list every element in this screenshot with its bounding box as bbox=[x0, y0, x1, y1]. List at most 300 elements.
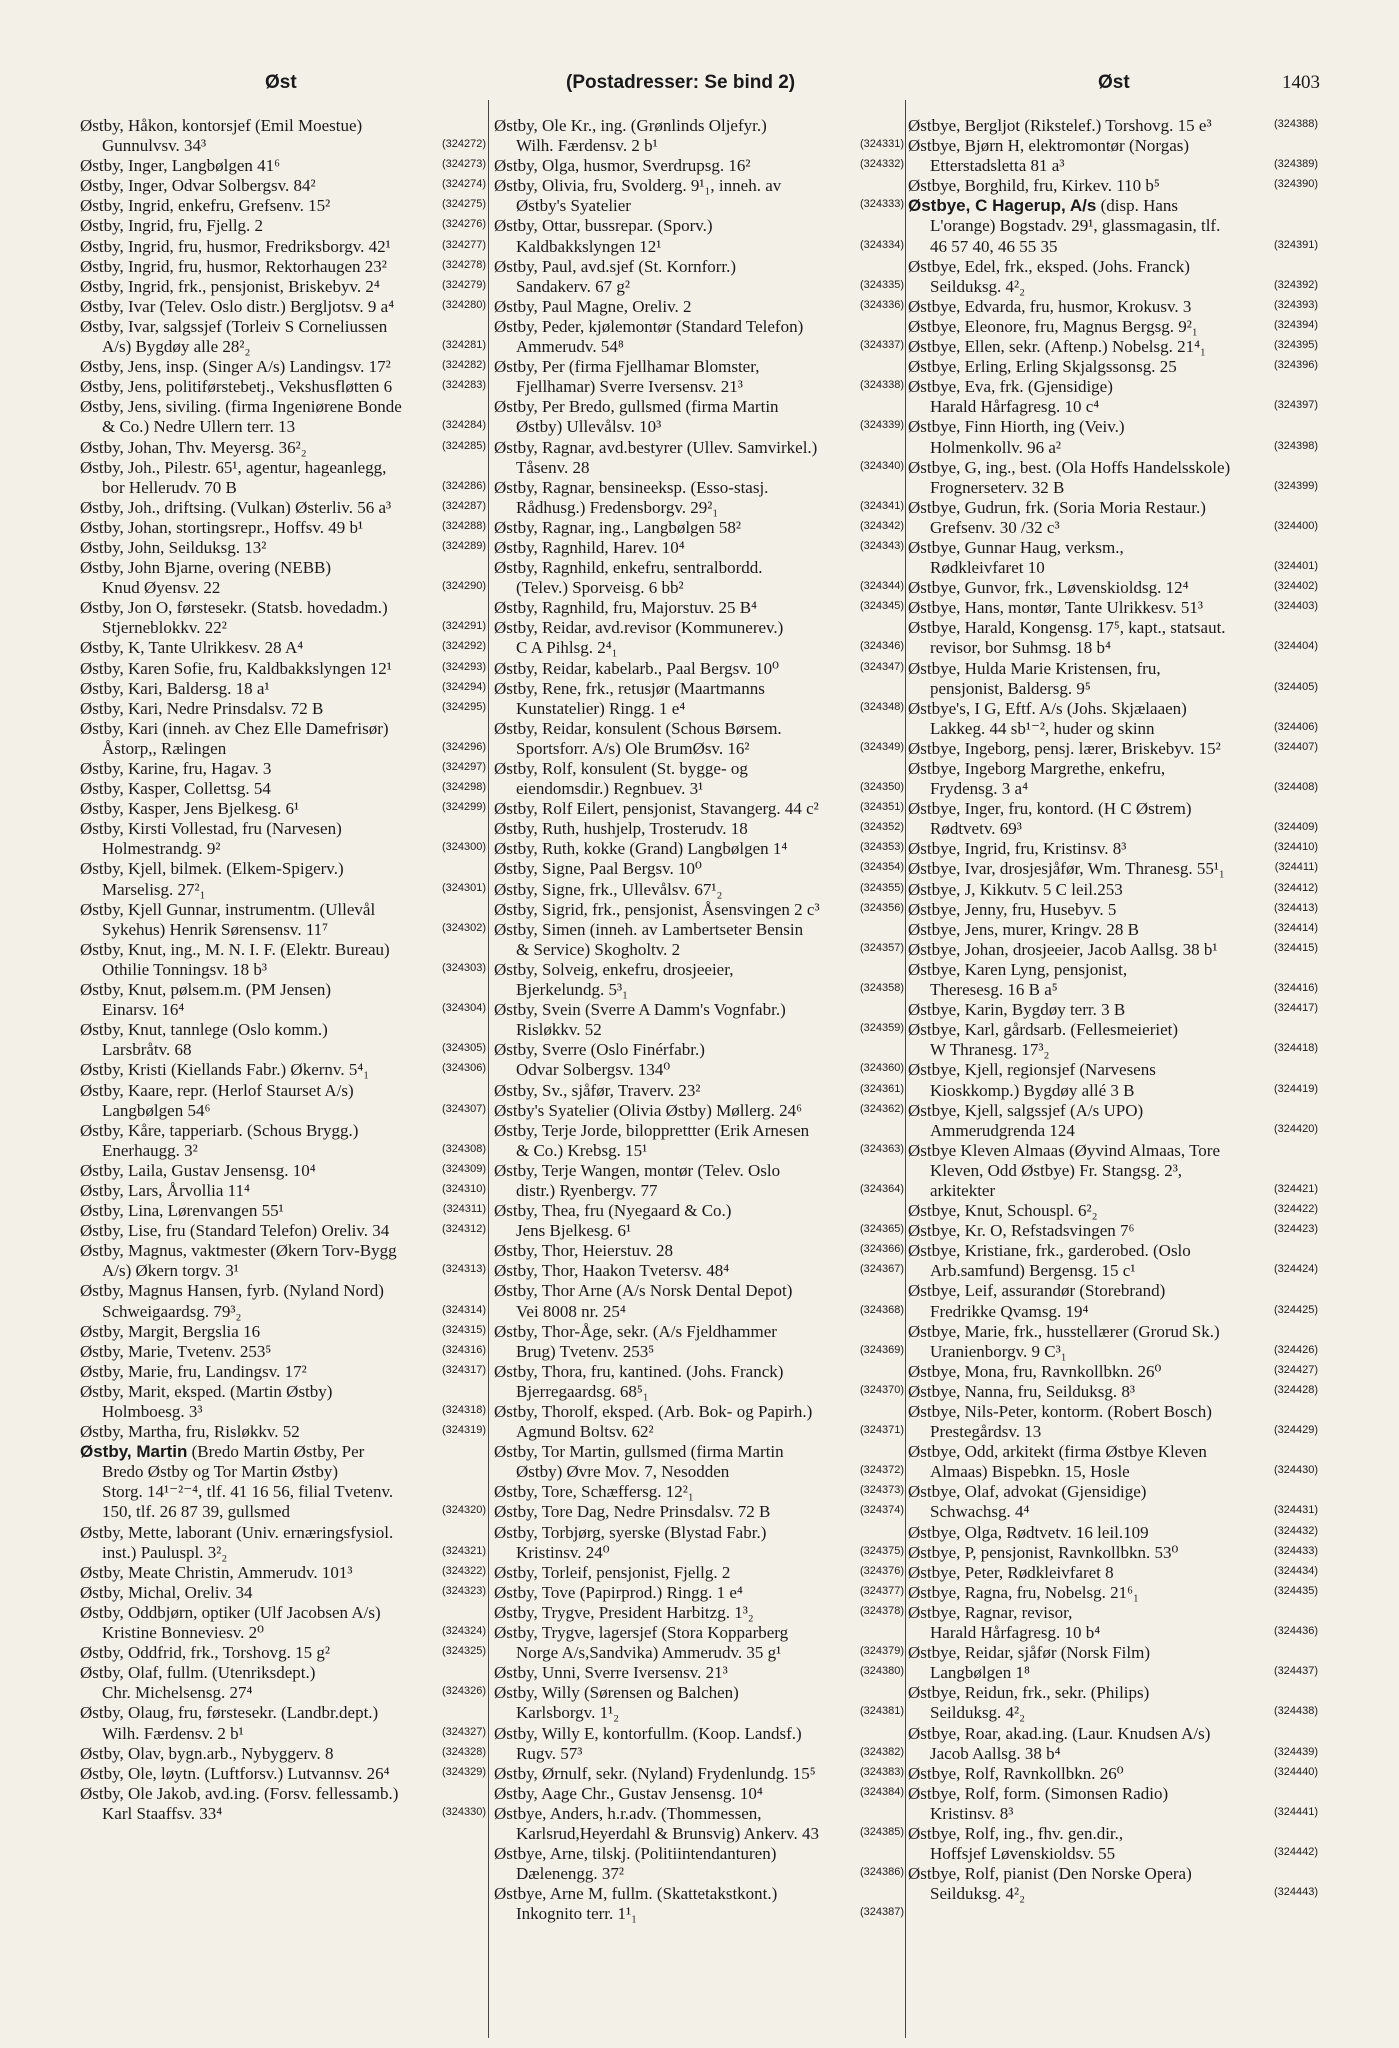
entry-line: Østby, Reidar, kabelarb., Paal Bergsv. 10⁰ bbox=[494, 658, 779, 678]
entry-line: (Telev.) Sporveisg. 6 bb² bbox=[516, 578, 684, 598]
entry-number: (324281) bbox=[441, 339, 486, 352]
directory-entry bbox=[80, 1663, 486, 1703]
entry-line: Østbye, Mona, fru, Ravnkollbkn. 26⁰ bbox=[908, 1361, 1162, 1381]
entry-number: (324407) bbox=[1273, 740, 1318, 753]
directory-entry bbox=[494, 759, 904, 799]
directory-entry bbox=[908, 900, 1318, 920]
entry-number: (324381) bbox=[859, 1705, 904, 1718]
entry-number: (324294) bbox=[441, 680, 486, 693]
entry-line: Østby, Ruth, hushjelp, Trosterudv. 18 bbox=[494, 819, 748, 839]
directory-entry bbox=[80, 1362, 486, 1382]
directory-entry bbox=[908, 116, 1318, 136]
entry-line: Østbye, Odd, arkitekt (firma Østbye Kleven bbox=[908, 1442, 1207, 1462]
entry-line: Norge A/s,Sandvika) Ammerudv. 35 g¹ bbox=[516, 1643, 782, 1663]
directory-entry bbox=[908, 1643, 1318, 1683]
entry-line: Jens Bjelkesg. 6¹ bbox=[516, 1221, 632, 1241]
entry-number: (324322) bbox=[441, 1564, 486, 1577]
entry-number: (324372) bbox=[859, 1464, 904, 1477]
directory-entry bbox=[80, 699, 486, 719]
entry-number: (324368) bbox=[859, 1303, 904, 1316]
directory-entry bbox=[80, 1764, 486, 1784]
entry-number: (324352) bbox=[859, 821, 904, 834]
entry-number: (324340) bbox=[859, 459, 904, 472]
entry-number: (324323) bbox=[441, 1584, 486, 1597]
directory-entry bbox=[80, 719, 486, 759]
entry-number: (324291) bbox=[441, 620, 486, 633]
entry-line: Østby, Simen (inneh. av Lambertseter Bensin bbox=[494, 919, 804, 939]
entry-number: (324412) bbox=[1273, 881, 1318, 894]
entry-number: (324404) bbox=[1273, 640, 1318, 653]
directory-entry bbox=[908, 136, 1318, 176]
directory-entry bbox=[494, 257, 904, 297]
entry-line: Bredo Østby og Tor Martin Østby) bbox=[102, 1462, 339, 1482]
entry-number: (324375) bbox=[859, 1544, 904, 1557]
directory-entry bbox=[908, 1523, 1318, 1543]
entry-line: Østbye, Nanna, fru, Seilduksg. 8³ bbox=[908, 1381, 1136, 1401]
entry-line: Harald Hårfagresg. 10 b⁴ bbox=[930, 1623, 1101, 1643]
entry-number: (324408) bbox=[1273, 781, 1318, 794]
entry-line: Østby, Olaf, fullm. (Utenriksdept.) bbox=[80, 1663, 316, 1683]
directory-entry bbox=[80, 317, 486, 357]
entry-line: Østby, Joh., Pilestr. 65¹, agentur, hageanlegg, bbox=[80, 457, 387, 477]
entry-line: Østby, Torleif, pensjonist, Fjellg. 2 bbox=[494, 1562, 731, 1582]
directory-entry bbox=[908, 1442, 1318, 1482]
entry-number: (324362) bbox=[859, 1102, 904, 1115]
directory-entry bbox=[908, 1221, 1318, 1241]
entry-line: Østbye, J, Kikkutv. 5 C leil.253 bbox=[908, 879, 1123, 899]
directory-entry bbox=[80, 819, 486, 859]
entry-line: Fjellhamar) Sverre Iversensv. 21³ bbox=[516, 377, 743, 397]
directory-entry bbox=[908, 1241, 1318, 1281]
directory-entry bbox=[80, 1442, 486, 1522]
directory-entry bbox=[908, 1281, 1318, 1321]
entry-number: (324319) bbox=[441, 1424, 486, 1437]
entry-line: Østby, Knut, ing., M. N. I. F. (Elektr. Bureau) bbox=[80, 939, 390, 959]
entry-line: Østby, Karen Sofie, fru, Kaldbakkslyngen 12¹ bbox=[80, 658, 392, 678]
directory-entry bbox=[80, 357, 486, 377]
entry-number: (324355) bbox=[859, 881, 904, 894]
entry-line: Østbye, Rolf, ing., fhv. gen.dir., bbox=[908, 1823, 1124, 1843]
entry-line: Østbye, Karl, gårdsarb. (Fellesmeieriet) bbox=[908, 1020, 1179, 1040]
directory-entry bbox=[80, 799, 486, 819]
entry-line: Østbye Kleven Almaas (Øyvind Almaas, Tore bbox=[908, 1140, 1220, 1160]
entry-line: distr.) Ryenbergv. 77 bbox=[516, 1180, 658, 1200]
directory-entry bbox=[494, 1683, 904, 1723]
entry-number: (324314) bbox=[441, 1303, 486, 1316]
entry-number: (324296) bbox=[441, 740, 486, 753]
entry-line: Jacob Aallsg. 38 b⁴ bbox=[930, 1743, 1061, 1763]
entry-number: (324431) bbox=[1273, 1504, 1318, 1517]
entry-number: (324321) bbox=[441, 1544, 486, 1557]
entry-line: Rådhusg.) Fredensborgv. 29²₁ bbox=[516, 497, 719, 517]
entry-line: Langbølgen 1⁸ bbox=[930, 1663, 1030, 1683]
directory-entry bbox=[494, 1040, 904, 1080]
entry-number: (324299) bbox=[441, 801, 486, 814]
directory-entry bbox=[908, 1482, 1318, 1522]
entry-number: (324358) bbox=[859, 982, 904, 995]
entry-line: Grefsenv. 30 /32 c³ bbox=[930, 517, 1060, 537]
directory-entry bbox=[80, 759, 486, 779]
entry-line: Østby, Rolf, konsulent (St. bygge- og bbox=[494, 759, 748, 778]
entry-line: Østby, Tore Dag, Nedre Prinsdalsv. 72 B bbox=[494, 1502, 771, 1522]
directory-entry bbox=[80, 277, 486, 297]
directory-entry bbox=[494, 156, 904, 176]
directory-entry bbox=[494, 1322, 904, 1362]
entry-line: Østby, Kari (inneh. av Chez Elle Damefrisør) bbox=[80, 718, 389, 738]
entry-number: (324354) bbox=[859, 861, 904, 874]
column-divider bbox=[905, 100, 906, 2038]
entry-line: Østby's Syatelier (Olivia Østby) Møllerg. 24⁶ bbox=[494, 1100, 803, 1120]
entry-line: Østby, Ragnar, bensineeksp. (Esso-stasj. bbox=[494, 477, 769, 497]
entry-number: (324278) bbox=[441, 258, 486, 271]
entry-line: Østbye, P, pensjonist, Ravnkollbkn. 53⁰ bbox=[908, 1542, 1179, 1562]
entry-line: Østbye, Edvarda, fru, husmor, Krokusv. 3 bbox=[908, 296, 1192, 316]
directory-entry bbox=[80, 458, 486, 498]
entry-number: (324312) bbox=[441, 1223, 486, 1236]
directory-entry bbox=[908, 1543, 1318, 1563]
entry-line: Østbye, Olga, Rødtvetv. 16 leil.109 bbox=[908, 1522, 1149, 1542]
entry-number: (324414) bbox=[1273, 921, 1318, 934]
directory-entry bbox=[80, 1221, 486, 1241]
entry-line: Østbye, Rolf, Ravnkollbkn. 26⁰ bbox=[908, 1763, 1124, 1783]
directory-entry bbox=[80, 558, 486, 598]
directory-entry bbox=[494, 317, 904, 357]
directory-entry bbox=[908, 1101, 1318, 1141]
entry-line: Østby, Jens, siviling. (firma Ingeniørene Bonde bbox=[80, 397, 402, 417]
page-number: 1403 bbox=[1282, 72, 1320, 93]
entry-number: (324329) bbox=[441, 1765, 486, 1778]
entry-line: Østby, Inger, Odvar Solbergsv. 84² bbox=[80, 176, 316, 196]
entry-line: Østbye, Leif, assurandør (Storebrand) bbox=[908, 1281, 1166, 1301]
entry-number: (324284) bbox=[441, 419, 486, 432]
entry-line: Østby, Jon O, førstesekr. (Statsb. hovedadm.) bbox=[80, 598, 388, 618]
entry-line: Østby, Tor Martin, gullsmed (firma Martin bbox=[494, 1442, 784, 1462]
entry-number: (324442) bbox=[1273, 1846, 1318, 1859]
entry-line: Østby, Trygve, lagersjef (Stora Kopparberg bbox=[494, 1623, 789, 1643]
entry-number: (324391) bbox=[1273, 238, 1318, 251]
directory-entry bbox=[908, 498, 1318, 538]
entry-line: Almaas) Bispebkn. 15, Hosle bbox=[930, 1462, 1130, 1482]
entry-line: Holmenkollv. 96 a² bbox=[930, 437, 1062, 457]
entry-number: (324385) bbox=[859, 1825, 904, 1838]
directory-entry bbox=[908, 357, 1318, 377]
directory-entry bbox=[908, 458, 1318, 498]
entry-line: Østbye, Reidun, frk., sekr. (Philips) bbox=[908, 1683, 1150, 1703]
entry-line: Østby, Ragnar, avd.bestyrer (Ullev. Samvirkel.) bbox=[494, 437, 818, 457]
entry-line: Østbye, Jens, murer, Kringv. 28 B bbox=[908, 919, 1139, 939]
directory-entry bbox=[494, 1261, 904, 1281]
entry-line: Østbye, Peter, Rødkleivfaret 8 bbox=[908, 1562, 1114, 1582]
entry-number: (324276) bbox=[441, 218, 486, 231]
entry-number: (324405) bbox=[1273, 680, 1318, 693]
entry-number: (324425) bbox=[1273, 1303, 1318, 1316]
entry-line: Østby, Peder, kjølemontør (Standard Telefon) bbox=[494, 316, 804, 336]
entry-line: Chr. Michelsensg. 27⁴ bbox=[102, 1683, 253, 1703]
entry-line: Østbye's, I G, Eftf. A/s (Johs. Skjælaaen) bbox=[908, 698, 1187, 718]
directory-entry bbox=[80, 1121, 486, 1161]
entry-line: 150, tlf. 26 87 39, gullsmed bbox=[102, 1502, 290, 1522]
entry-number: (324274) bbox=[441, 178, 486, 191]
directory-entry bbox=[494, 1563, 904, 1583]
entry-number: (324305) bbox=[441, 1042, 486, 1055]
entry-number: (324309) bbox=[441, 1162, 486, 1175]
directory-entry bbox=[494, 719, 904, 759]
entry-line: Østby, Mette, laborant (Univ. ernæringsfysiol. bbox=[80, 1522, 394, 1542]
entry-number: (324411) bbox=[1274, 861, 1318, 874]
entry-line: Østby, Kjell Gunnar, instrumentm. (Ullevål bbox=[80, 899, 376, 919]
entry-line: Østby, Inger, Langbølgen 41⁶ bbox=[80, 156, 281, 176]
entry-line: Østby, Olga, husmor, Sverdrupsg. 16² bbox=[494, 156, 751, 176]
entry-line: Tåsenv. 28 bbox=[516, 457, 590, 477]
entry-line: Østby, Lars, Årvollia 11⁴ bbox=[80, 1180, 250, 1200]
entry-line: Østby, Terje Jorde, bilopprettter (Erik Arnesen bbox=[494, 1120, 810, 1140]
entry-number: (324429) bbox=[1273, 1424, 1318, 1437]
entry-number: (324433) bbox=[1273, 1544, 1318, 1557]
directory-entry bbox=[80, 216, 486, 236]
entry-line: Østby, Aage Chr., Gustav Jensensg. 10⁴ bbox=[494, 1783, 763, 1803]
entry-line: Rødkleivfaret 10 bbox=[930, 558, 1045, 578]
entry-number: (324421) bbox=[1273, 1182, 1318, 1195]
entry-number: (324328) bbox=[441, 1745, 486, 1758]
entry-number: (324313) bbox=[441, 1263, 486, 1276]
entry-line: Østby, Willy E, kontorfullm. (Koop. Landsf.) bbox=[494, 1723, 802, 1743]
entry-line: Østby, Ingrid, fru, husmor, Rektorhaugen 23² bbox=[80, 256, 387, 276]
entry-number: (324341) bbox=[859, 499, 904, 512]
entry-number: (324330) bbox=[441, 1805, 486, 1818]
entry-number: (324333) bbox=[859, 198, 904, 211]
entry-line: Kioskkomp.) Bygdøy allé 3 B bbox=[930, 1080, 1135, 1100]
entry-number: (324357) bbox=[859, 941, 904, 954]
entry-line: Prestegårdsv. 13 bbox=[930, 1422, 1042, 1442]
entry-line: Østbye, Marie, frk., husstellærer (Grorud Sk.) bbox=[908, 1321, 1220, 1341]
directory-entry bbox=[494, 1784, 904, 1804]
directory-entry bbox=[494, 1101, 904, 1121]
entry-line: Østbye, Bjørn H, elektromontør (Norgas) bbox=[908, 136, 1190, 156]
directory-entry bbox=[494, 176, 904, 216]
entry-line: Østby) Øvre Mov. 7, Nesodden bbox=[516, 1462, 730, 1482]
directory-entry bbox=[908, 739, 1318, 759]
entry-number: (324339) bbox=[859, 419, 904, 432]
entry-number: (324279) bbox=[441, 278, 486, 291]
directory-entry bbox=[80, 438, 486, 458]
entry-line: Lakkeg. 44 sb¹⁻², huder og skinn bbox=[930, 718, 1155, 738]
entry-line: Østby, Ingrid, frk., pensjonist, Briskebyv. 2⁴ bbox=[80, 276, 380, 296]
entry-line: Dælenengg. 37² bbox=[516, 1864, 625, 1884]
directory-entry bbox=[908, 880, 1318, 900]
entry-line: Østbye, Rolf, form. (Simonsen Radio) bbox=[908, 1783, 1169, 1803]
entry-line: Østby, Kjell, bilmek. (Elkem-Spigerv.) bbox=[80, 859, 344, 879]
directory-entry bbox=[80, 377, 486, 397]
entry-line: & Co.) Krebsg. 15¹ bbox=[516, 1140, 648, 1160]
entry-line: Østby, Johan, Thv. Meyersg. 36²₂ bbox=[80, 437, 307, 457]
directory-entry bbox=[908, 1060, 1318, 1100]
entry-number: (324350) bbox=[859, 781, 904, 794]
entry-number: (324396) bbox=[1273, 359, 1318, 372]
directory-entry bbox=[80, 116, 486, 156]
entry-number: (324363) bbox=[859, 1142, 904, 1155]
entry-number: (324361) bbox=[859, 1082, 904, 1095]
entry-line: Stjerneblokkv. 22² bbox=[102, 618, 227, 638]
entry-number: (324346) bbox=[859, 640, 904, 653]
directory-entry bbox=[80, 1523, 486, 1563]
entry-line: Marselisg. 27²₁ bbox=[102, 879, 206, 899]
entry-number: (324359) bbox=[859, 1022, 904, 1035]
entry-line: Østbye, Ingeborg Margrethe, enkefru, bbox=[908, 759, 1166, 778]
entry-line: Rugv. 57³ bbox=[516, 1743, 583, 1763]
directory-entry bbox=[80, 1020, 486, 1060]
entry-line: Østby, Ragnhild, fru, Majorstuv. 25 B⁴ bbox=[494, 598, 757, 618]
entry-line: Østby's Syatelier bbox=[516, 196, 631, 216]
entry-number: (324324) bbox=[441, 1625, 486, 1638]
entry-line: Østbye, Karen Lyng, pensjonist, bbox=[908, 959, 1128, 979]
directory-entry bbox=[494, 859, 904, 879]
directory-entry bbox=[80, 598, 486, 638]
entry-line: Østbye, Rolf, pianist (Den Norske Opera) bbox=[908, 1864, 1192, 1884]
entry-line: Østby, Marie, fru, Landingsv. 17² bbox=[80, 1361, 307, 1381]
entry-line: Østby, Thora, fru, kantined. (Johs. Franck) bbox=[494, 1361, 784, 1381]
directory-entry bbox=[908, 1201, 1318, 1221]
entry-number: (324439) bbox=[1273, 1745, 1318, 1758]
entry-number: (324387) bbox=[859, 1906, 904, 1919]
entry-line: Brug) Tvetenv. 253⁵ bbox=[516, 1341, 655, 1361]
entry-number: (324342) bbox=[859, 519, 904, 532]
directory-entry bbox=[494, 819, 904, 839]
entry-line: Hoffsjef Løvenskioldsv. 55 bbox=[930, 1844, 1116, 1864]
entry-number: (324389) bbox=[1273, 158, 1318, 171]
entry-line: Østby, Jens, politiførstebetj., Vekshusfløtten 6 bbox=[80, 377, 393, 397]
directory-entry bbox=[908, 1382, 1318, 1402]
entry-number: (324370) bbox=[859, 1383, 904, 1396]
directory-entry bbox=[908, 1563, 1318, 1583]
entry-line: Sykehus) Henrik Sørensensv. 11⁷ bbox=[102, 919, 329, 939]
entry-line: Østby, Ivar (Telev. Oslo distr.) Bergljotsv. 9 a⁴ bbox=[80, 296, 395, 316]
directory-entry bbox=[494, 1804, 904, 1844]
entry-number: (324349) bbox=[859, 740, 904, 753]
directory-entry bbox=[494, 799, 904, 819]
entry-number: (324335) bbox=[859, 278, 904, 291]
entry-line: Harald Hårfagresg. 10 c⁴ bbox=[930, 397, 1100, 417]
entry-line: Østbye, Reidar, sjåfør (Norsk Film) bbox=[908, 1643, 1151, 1663]
entry-line: Østbye, C Hagerup, A/s (disp. Hans bbox=[908, 196, 1179, 216]
entry-line: Kristinsv. 8³ bbox=[930, 1803, 1014, 1823]
entry-line: Østby, Johan, stortingsrepr., Hoffsv. 49 b¹ bbox=[80, 517, 364, 537]
directory-entry bbox=[80, 779, 486, 799]
directory-entry bbox=[908, 578, 1318, 598]
entry-line: Østby, Tore, Schæffersg. 12²₁ bbox=[494, 1482, 694, 1502]
entry-line: Østbye, Hans, montør, Tante Ulrikkesv. 51³ bbox=[908, 598, 1204, 618]
entry-number: (324353) bbox=[859, 841, 904, 854]
entry-number: (324306) bbox=[441, 1062, 486, 1075]
directory-entry bbox=[908, 940, 1318, 960]
directory-entry bbox=[80, 156, 486, 176]
entry-number: (324434) bbox=[1273, 1564, 1318, 1577]
entry-number: (324288) bbox=[441, 519, 486, 532]
entry-line: Karlsrud,Heyerdahl & Brunsvig) Ankerv. 43 bbox=[516, 1823, 819, 1843]
entry-line: Schwachsg. 4⁴ bbox=[930, 1502, 1030, 1522]
entry-number: (324422) bbox=[1273, 1203, 1318, 1216]
entry-line: Østby, Oddbjørn, optiker (Ulf Jacobsen A/s) bbox=[80, 1602, 381, 1622]
entry-number: (324351) bbox=[859, 801, 904, 814]
entry-line: Østby, Paul Magne, Oreliv. 2 bbox=[494, 296, 692, 316]
entry-number: (324304) bbox=[441, 1002, 486, 1015]
entry-line: Karl Staaffsv. 33⁴ bbox=[102, 1803, 223, 1823]
entry-line: Østby, Trygve, President Harbitzg. 1³₂ bbox=[494, 1602, 754, 1622]
entry-number: (324371) bbox=[859, 1424, 904, 1437]
entry-line: Østbye, Hulda Marie Kristensen, fru, bbox=[908, 658, 1161, 678]
entry-number: (324287) bbox=[441, 499, 486, 512]
directory-entry bbox=[908, 920, 1318, 940]
directory-entry bbox=[494, 558, 904, 598]
entry-number: (324317) bbox=[441, 1363, 486, 1376]
entry-line: Seilduksg. 4²₂ bbox=[930, 1884, 1026, 1904]
entry-number: (324292) bbox=[441, 640, 486, 653]
entry-line: Østby, Rolf Eilert, pensjonist, Stavangerg. 44 c² bbox=[494, 799, 819, 819]
directory-entry bbox=[494, 659, 904, 679]
directory-entry bbox=[494, 1442, 904, 1482]
directory-entry bbox=[80, 257, 486, 277]
directory-entry bbox=[494, 618, 904, 658]
entry-line: Østby, Sv., sjåfør, Traverv. 23² bbox=[494, 1080, 701, 1100]
entry-number: (324416) bbox=[1273, 982, 1318, 995]
entry-line: Frognerseterv. 32 B bbox=[930, 477, 1065, 497]
entry-line: Kleven, Odd Østbye) Fr. Stangsg. 2³, bbox=[930, 1160, 1183, 1180]
entry-line: Østby, Willy (Sørensen og Balchen) bbox=[494, 1683, 739, 1703]
entry-number: (324413) bbox=[1273, 901, 1318, 914]
entry-line: Schweigaardsg. 79³₂ bbox=[102, 1301, 242, 1321]
directory-entry bbox=[908, 1683, 1318, 1723]
entry-line: Østbye, Nils-Peter, kontorm. (Robert Bosch) bbox=[908, 1402, 1212, 1421]
entry-line: Østby, K, Tante Ulrikkesv. 28 A⁴ bbox=[80, 638, 304, 658]
directory-entry bbox=[494, 438, 904, 478]
directory-entry bbox=[80, 1342, 486, 1362]
entry-number: (324303) bbox=[441, 961, 486, 974]
directory-entry bbox=[80, 859, 486, 899]
entry-line: Østby, Thor, Heierstuv. 28 bbox=[494, 1241, 674, 1261]
entry-number: (324337) bbox=[859, 339, 904, 352]
directory-entry bbox=[908, 1362, 1318, 1382]
entry-line: Østbye, Ingrid, fru, Kristinsv. 8³ bbox=[908, 839, 1127, 859]
entry-line: Østby, Ruth, kokke (Grand) Langbølgen 1⁴ bbox=[494, 839, 788, 859]
entry-number: (324298) bbox=[441, 781, 486, 794]
entry-line: Østby, Knut, pølsem.m. (PM Jensen) bbox=[80, 980, 332, 1000]
entry-line: Østbye, Edel, frk., eksped. (Johs. Franck) bbox=[908, 256, 1190, 276]
entry-number: (324430) bbox=[1273, 1464, 1318, 1477]
entry-number: (324285) bbox=[441, 439, 486, 452]
entry-line: Østbye, Ingeborg, pensj. lærer, Briskebyv. 15² bbox=[908, 738, 1221, 758]
entry-line: Storg. 14¹⁻²⁻⁴, tlf. 41 16 56, filial Tvetenv. bbox=[102, 1482, 394, 1502]
entry-line: Østby, Margit, Bergslia 16 bbox=[80, 1321, 261, 1341]
entry-line: Østby, Thorolf, eksped. (Arb. Bok- og Papirh.) bbox=[494, 1402, 813, 1421]
entry-line: Langbølgen 54⁶ bbox=[102, 1100, 211, 1120]
entry-line: Seilduksg. 4²₂ bbox=[930, 1703, 1026, 1723]
entry-line: Østbye, Erling, Erling Skjalgssonsg. 25 bbox=[908, 357, 1177, 377]
directory-entry bbox=[908, 1020, 1318, 1060]
directory-entry bbox=[80, 1322, 486, 1342]
entry-line: Rødtvetv. 69³ bbox=[930, 819, 1022, 839]
entry-line: Risløkkv. 52 bbox=[516, 1020, 602, 1040]
column-2 bbox=[494, 116, 904, 2048]
entry-number: (324401) bbox=[1273, 560, 1318, 573]
entry-line: & Service) Skogholtv. 2 bbox=[516, 939, 681, 959]
directory-entry bbox=[908, 377, 1318, 417]
directory-entry bbox=[494, 960, 904, 1000]
entry-number: (324318) bbox=[441, 1404, 486, 1416]
directory-entry bbox=[494, 920, 904, 960]
entry-line: revisor, bor Suhmsg. 18 b⁴ bbox=[930, 638, 1111, 658]
entry-number: (324332) bbox=[859, 158, 904, 171]
entry-line: Østby, Olav, bygn.arb., Nybyggerv. 8 bbox=[80, 1743, 334, 1763]
entry-number: (324286) bbox=[441, 479, 486, 492]
